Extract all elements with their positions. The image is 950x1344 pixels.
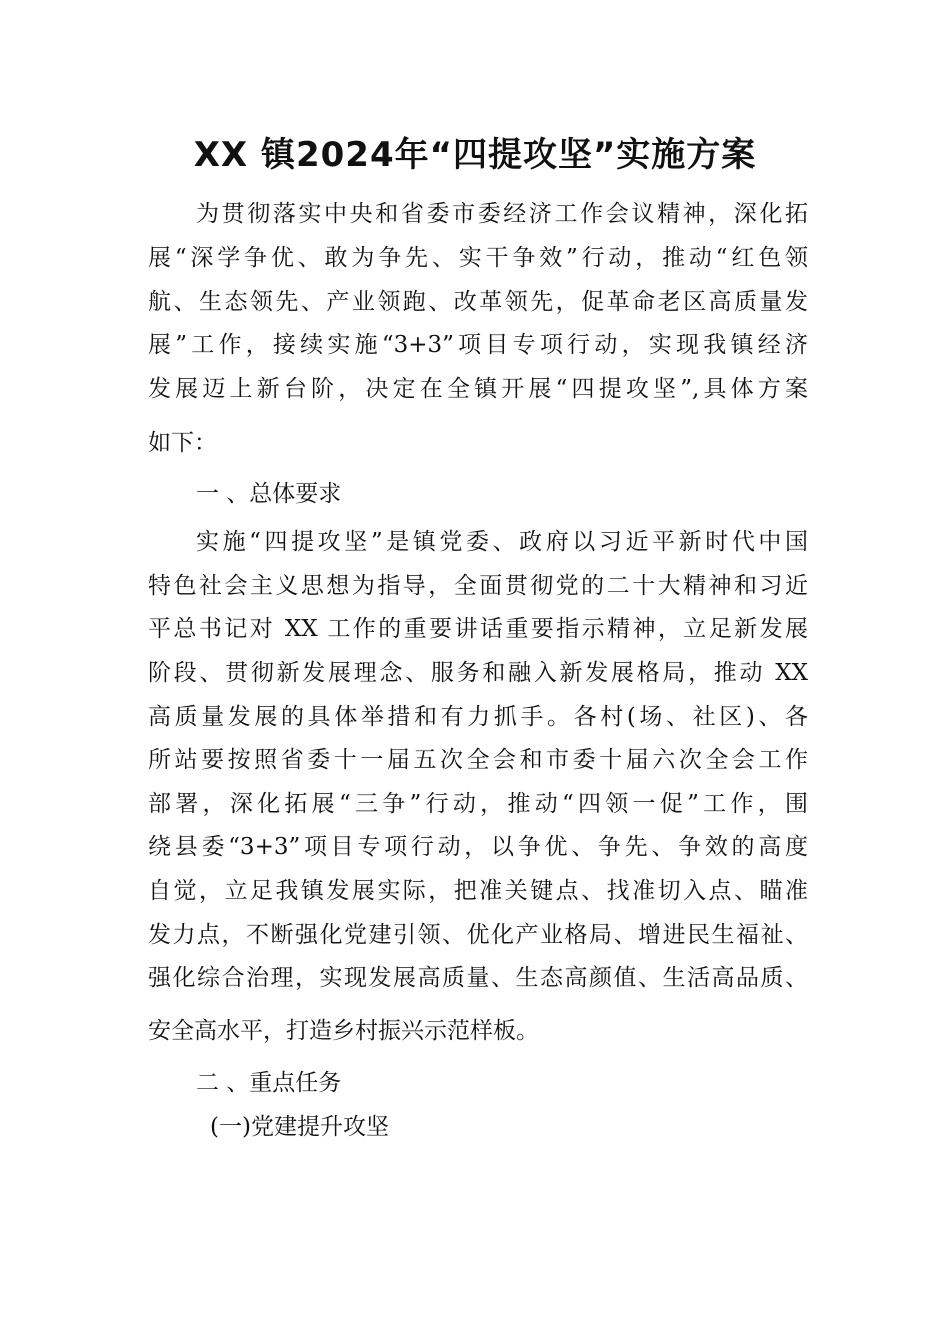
paragraph-line: 强化综合治理，实现发展高质量、生态高颜值、生活高品质、 <box>148 965 808 991</box>
paragraph-line: 所站要按照省委十一届五次全会和市委十届六次全会工作 <box>148 747 808 773</box>
paragraph-line: 发力点，不断强化党建引领、优化产业格局、增进民生福祉、 <box>148 922 808 948</box>
paragraph-line: 绕县委“3+3”项目专项行动，以争优、争先、争效的高度 <box>148 834 808 860</box>
paragraph-line: 为贯彻落实中央和省委市委经济工作会议精神，深化拓 <box>196 201 808 227</box>
paragraph-line: 如下： <box>148 430 217 456</box>
paragraph-line: 平总书记对 XX 工作的重要讲话重要指示精神，立足新发展 <box>148 616 808 642</box>
paragraph-line: 自觉，立足我镇发展实际，把准关键点、找准切入点、瞄准 <box>148 878 808 904</box>
paragraph-line: 展“深学争优、敢为争先、实干争效”行动，推动“红色领 <box>148 245 808 271</box>
paragraph-line: 高质量发展的具体举措和有力抓手。各村(场、社区)、各 <box>148 704 808 730</box>
subsection-heading: (一)党建提升攻坚 <box>210 1114 389 1140</box>
paragraph-line: 安全高水平，打造乡村振兴示范样板。 <box>148 1018 539 1044</box>
paragraph-line: 特色社会主义思想为指导，全面贯彻党的二十大精神和习近 <box>148 573 808 599</box>
document-title: XX 镇2024年“四提攻坚”实施方案 <box>193 135 757 175</box>
paragraph-line: 发展迈上新台阶，决定在全镇开展“四提攻坚”,具体方案 <box>148 376 808 402</box>
section-heading: 一 、总体要求 <box>196 481 342 507</box>
paragraph-line: 航、生态领先、产业领跑、改革领先，促革命老区高质量发 <box>148 289 808 315</box>
paragraph-line: 部署，深化拓展“三争”行动，推动“四领一促”工作，围 <box>148 791 808 817</box>
paragraph-line: 阶段、贯彻新发展理念、服务和融入新发展格局，推动 XX <box>148 660 808 686</box>
section-heading: 二 、重点任务 <box>196 1070 342 1096</box>
paragraph-line: 实施“四提攻坚”是镇党委、政府以习近平新时代中国 <box>196 529 808 555</box>
paragraph-line: 展”工作，接续实施“3+3”项目专项行动，实现我镇经济 <box>148 332 808 358</box>
